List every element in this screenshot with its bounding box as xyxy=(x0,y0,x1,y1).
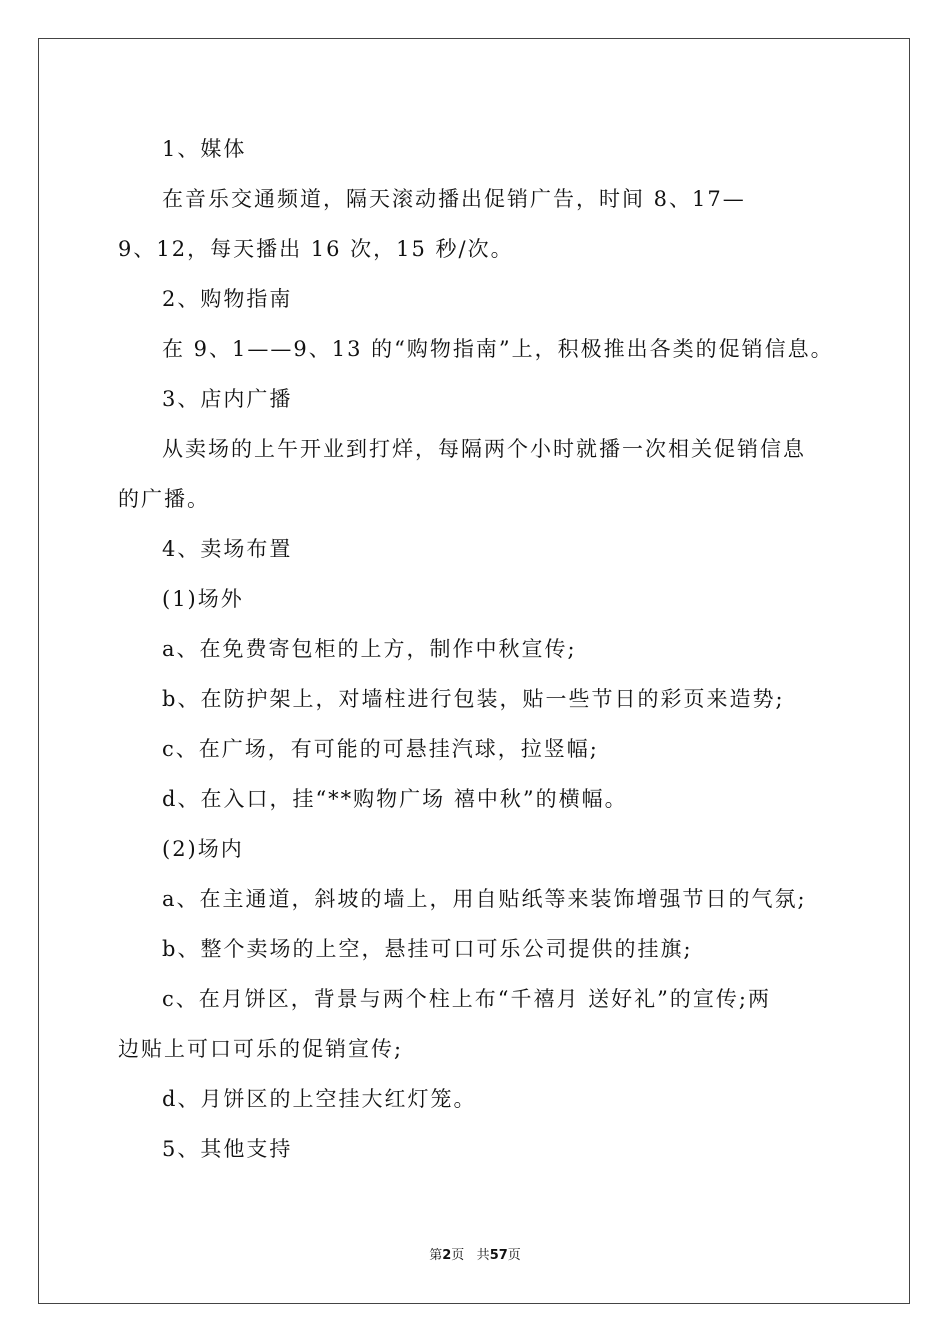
list-item: d、在入口，挂“**购物广场 禧中秋”的横幅。 xyxy=(162,787,628,811)
list-item: d、月饼区的上空挂大红灯笼。 xyxy=(162,1087,477,1111)
page-border xyxy=(38,38,910,1304)
page-prefix: 第 xyxy=(429,1248,443,1263)
paragraph-line: 的广播。 xyxy=(118,487,210,511)
total-prefix: 共 xyxy=(476,1248,490,1263)
page-suffix: 页 xyxy=(451,1248,465,1263)
total-suffix: 页 xyxy=(507,1248,521,1263)
subheading-outside: (1)场外 xyxy=(162,587,244,611)
heading-store-layout: 4、卖场布置 xyxy=(162,537,293,561)
heading-media: 1、媒体 xyxy=(162,137,247,161)
page-footer xyxy=(0,1246,950,1266)
heading-shopping-guide: 2、购物指南 xyxy=(162,287,293,311)
list-item: c、在广场，有可能的可悬挂汽球，拉竖幅; xyxy=(162,737,599,761)
page-number: 2 xyxy=(442,1248,452,1263)
heading-in-store-broadcast: 3、店内广播 xyxy=(162,387,293,411)
paragraph-line: 9、12，每天播出 16 次，15 秒/次。 xyxy=(118,237,514,261)
list-item: c、在月饼区，背景与两个柱上布“千禧月 送好礼”的宣传;两 xyxy=(162,987,771,1011)
list-item: b、整个卖场的上空，悬挂可口可乐公司提供的挂旗; xyxy=(162,937,693,961)
paragraph-line: 在 9、1——9、13 的“购物指南”上，积极推出各类的促销信息。 xyxy=(162,337,834,361)
total-pages: 57 xyxy=(489,1248,508,1263)
paragraph-line: 从卖场的上午开业到打烊，每隔两个小时就播一次相关促销信息 xyxy=(162,437,806,461)
list-item: a、在免费寄包柜的上方，制作中秋宣传; xyxy=(162,637,577,661)
subheading-inside: (2)场内 xyxy=(162,837,244,861)
list-item: a、在主通道，斜坡的墙上，用自贴纸等来装饰增强节日的气氛; xyxy=(162,887,807,911)
paragraph-line: 在音乐交通频道，隔天滚动播出促销广告，时间 8、17— xyxy=(162,187,746,211)
heading-other-support: 5、其他支持 xyxy=(162,1137,293,1161)
list-item: b、在防护架上，对墙柱进行包装，贴一些节日的彩页来造势; xyxy=(162,687,785,711)
list-item-continuation: 边贴上可口可乐的促销宣传; xyxy=(118,1037,404,1061)
